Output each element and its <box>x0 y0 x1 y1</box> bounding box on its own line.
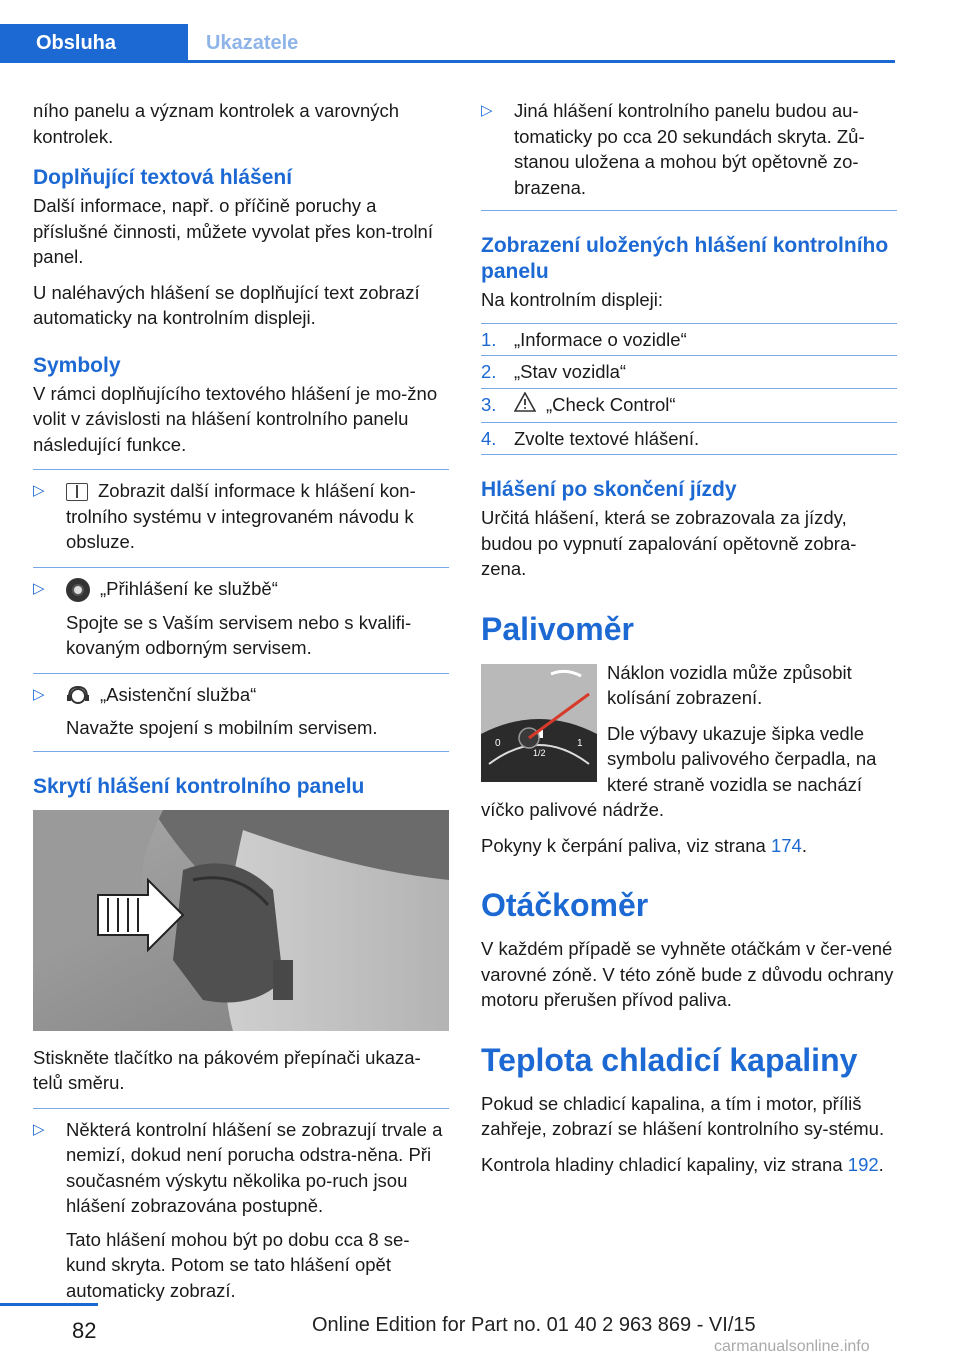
header-rule <box>0 60 895 63</box>
paragraph-nalehavych: U naléhavých hlášení se doplňující text zobrazí automaticky na kontrolním displeji. <box>33 281 420 328</box>
assist-icon <box>66 685 90 707</box>
footer-rule <box>0 1303 98 1306</box>
paragraph-naklon: Náklon vozidla může způsobit kolísání zobrazení. <box>607 661 852 709</box>
bullet-text: „Asistenční služba“ <box>100 683 257 705</box>
heading-doplnujici: Doplňující textová hlášení <box>33 166 293 189</box>
tab-obsluha[interactable]: Obsluha <box>0 24 188 62</box>
bullet-subtext: Tato hlášení mohou být po dobu cca 8 se‐kund skryta. Potom se tato hlášení opět automaticky zobrazí. <box>66 1228 410 1301</box>
list-item: 1. „Informace o vozidle“ <box>481 323 897 356</box>
heading-skryti: Skrytí hlášení kontrolního panelu <box>33 774 365 798</box>
tab-ukazatele[interactable]: Ukazatele <box>206 32 299 54</box>
paragraph-dle: Dle výbavy ukazuje šipka vedle symbolu palivového čerpadla, na které straně vozidla se nachází víčko palivové nádrže. <box>481 722 877 821</box>
paragraph-kontrola: Kontrola hladiny chladicí kapaliny, viz strana <box>481 1153 848 1175</box>
paragraph-pokyny: Pokyny k čerpání paliva, viz strana <box>481 834 771 856</box>
divider <box>481 210 897 211</box>
list-item <box>481 98 897 200</box>
heading-otackomer: Otáčkoměr <box>481 887 649 924</box>
page-number: 82 <box>72 1318 97 1343</box>
fuel-gauge-block <box>481 660 897 833</box>
heading-symboly: Symboly <box>33 353 121 377</box>
paragraph-na-displeji: Na kontrolním displeji: <box>481 289 663 310</box>
divider <box>33 751 449 752</box>
heading-palivomer: Palivoměr <box>481 610 634 647</box>
intro-text: ního panelu a význam kontrolek a varovných kontrolek. <box>33 100 400 147</box>
bullet-subtext: Spojte se s Vaším servisem nebo s kvalifi‐kovaným odborným servisem. <box>66 611 412 659</box>
bullet-text: Zobrazit další informace k hlášení kon‐trolního systému v integrovaném návodu k obsluze. <box>66 480 416 552</box>
bullet-text: „Přihlášení ke službě“ <box>100 577 278 599</box>
bullet-text: ▷ Jiná hlášení kontrolního panelu budou au‐tomaticky po cca 20 sekundách skryta. Zů‐stanou uložena a mohou být opětovně zo‐brazena. <box>514 100 865 198</box>
gauge-label-zero: 0 <box>495 737 501 749</box>
watermark: carmanualsonline.info <box>714 1338 870 1355</box>
paragraph-otackomer: V každém případě se vyhněte otáčkám v čer‐vené varovné zóně. V této zóně bude z důvodu ochrany motoru přerušen přívod paliva. <box>481 938 894 1011</box>
heading-po-skonceni: Hlášení po skončení jízdy <box>481 478 737 502</box>
list-item: 4. Zvolte textové hlášení. <box>481 422 897 456</box>
heading-zobrazeni: Zobrazení uložených hlášení kontrolního panelu <box>481 234 889 283</box>
warning-triangle-icon <box>514 392 536 419</box>
page-link-192[interactable]: 192 <box>847 1153 879 1175</box>
paragraph-symboly: V rámci doplňujícího textového hlášení je mo‐žno volit v závislosti na hlášení kontrolního panelu následující funkce. <box>33 382 438 455</box>
bmw-service-icon <box>66 578 90 602</box>
bullet-text: ▷ Některá kontrolní hlášení se zobrazují trvale a nemizí, dokud není porucha odstra‐něna. Při současném výskytu několika po‐ruch jsou hlášení zobrazována postupně. <box>66 1118 443 1217</box>
list-item <box>33 469 449 555</box>
list-item <box>33 673 449 741</box>
list-item: 2. „Stav vozidla“ <box>481 355 897 388</box>
footer-edition: Online Edition for Part no. 01 40 2 963 869 - VI/15 <box>312 1314 756 1336</box>
list-item <box>33 1108 449 1304</box>
heading-teplota: Teplota chladicí kapaliny <box>481 1041 858 1078</box>
left-column <box>33 98 449 1313</box>
steps-list <box>481 323 897 456</box>
page-link-174[interactable]: 174 <box>770 834 802 856</box>
gauge-label-half: 1/2 <box>533 747 546 758</box>
fuel-gauge-image <box>481 664 597 782</box>
paragraph-teplota: Pokud se chladicí kapalina, a tím i motor, příliš zahřeje, zobrazí se hlášení kontrolního sy‐stému. <box>481 1092 885 1140</box>
right-column: ▷ Jiná hlášení kontrolního panelu budou au‐tomaticky po cca 20 sekundách skryta. Zů‐stanou uložena a mohou být opětovně zo‐brazena. Zobrazení uložených hlášení kontrolního panelu Na kontrolním displeji: 1. „Informace o vozidle“ 2. „Stav vozidla“ 3. „Check Control“ 4. Zvolte textové hlášení. Hlášení po skončení jízdy Určitá hlášení, která se zobrazovala za jízdy, budou po vypnutí zapalování opětovně zobra‐zena. Palivoměr 0 1/2 1 Náklon vozidla může způsobit kolísání zobrazení. Dle výbavy ukazuje šipka vedle symbolu palivového čerpadla, na které straně vozidla se nachází víčko palivové nádrže. Pokyny k čerpání paliva, viz strana 174. Otáčkoměr V každém případě se vyhněte otáčkám v čer‐vené varovné zóně. V této zóně bude z důvodu ochrany motoru přerušen přívod paliva. Teplota chladicí kapaliny Pokud se chladicí kapalina, a tím i motor, příliš zahřeje, zobrazí se hlášení kontrolního sy‐stému. Kontrola hladiny chladicí kapaliny, viz strana 192. <box>481 98 897 1187</box>
gauge-label-one: 1 <box>577 737 583 749</box>
paragraph-urcita: Určitá hlášení, která se zobrazovala za jízdy, budou po vypnutí zapalování opětovně zobra‐zena. <box>481 507 857 580</box>
book-icon <box>66 483 88 501</box>
list-item <box>33 567 449 661</box>
list-item: 3. „Check Control“ <box>481 388 897 422</box>
paragraph-stisknete: Stiskněte tlačítko na pákovém přepínači ukaza‐telů směru. <box>33 1046 421 1094</box>
header-tabs <box>0 24 316 62</box>
turn-signal-lever-photo <box>33 810 449 1031</box>
bullet-subtext: Navažte spojení s mobilním servisem. <box>66 717 378 739</box>
paragraph-dalsi: Další informace, např. o příčině poruchy a příslušné činnosti, můžete vyvolat přes kon‐trolní panel. <box>33 195 433 267</box>
